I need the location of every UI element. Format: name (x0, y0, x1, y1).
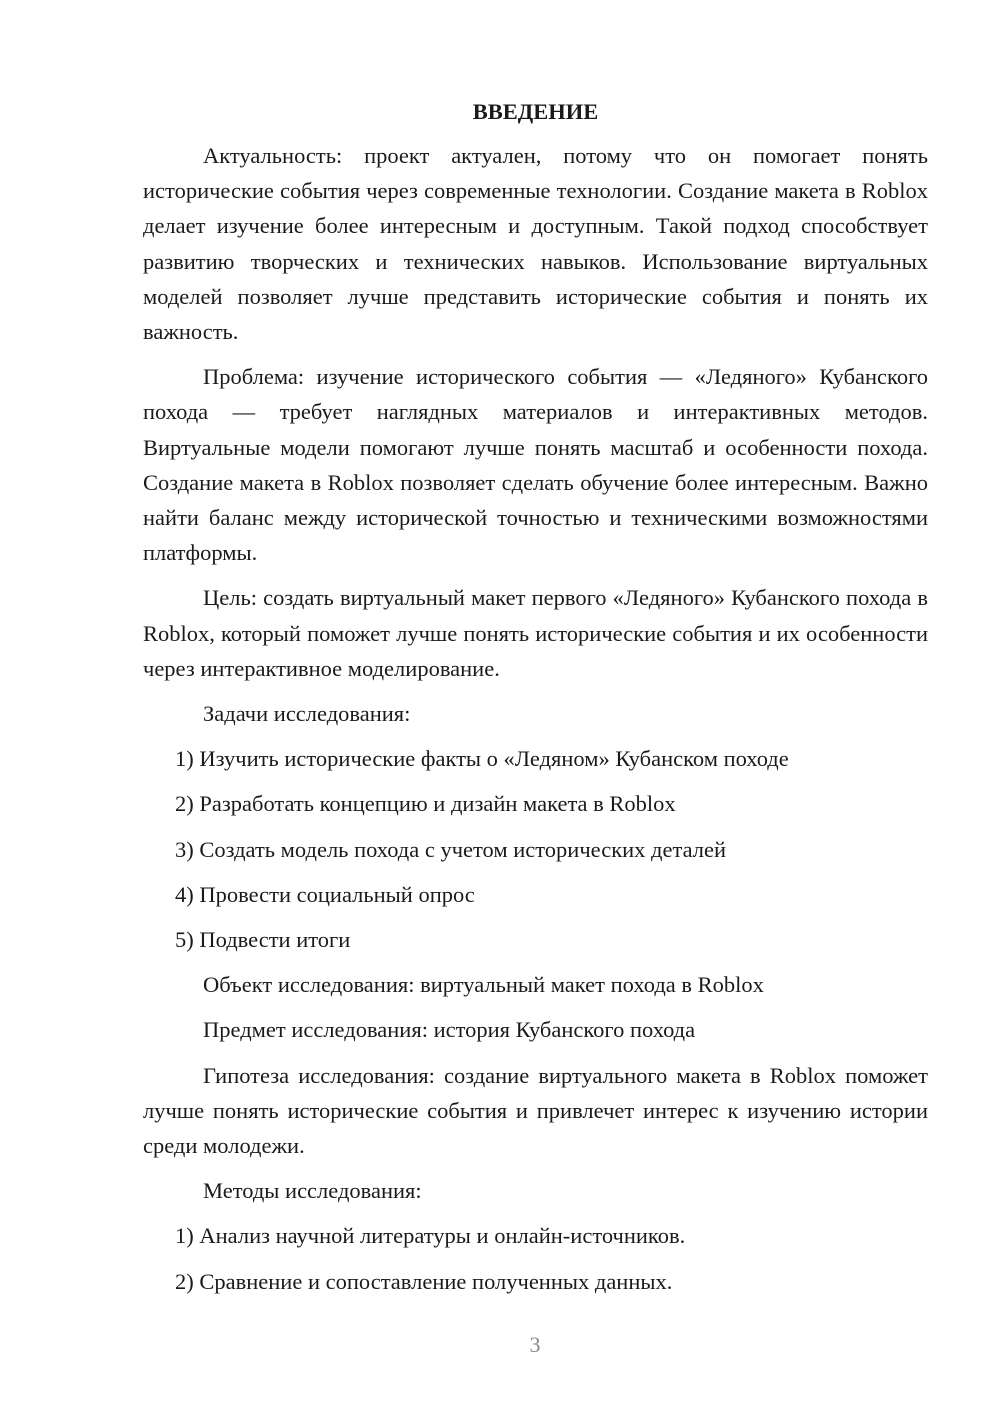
page-content (143, 96, 928, 1309)
research-object: Объект исследования: виртуальный макет похода в Roblox (203, 972, 764, 998)
method-item-1: 1) Анализ научной литературы и онлайн-источников. (175, 1223, 686, 1249)
problem-paragraph: Проблема: изучение исторического события — «Ледяного» Кубанского похода — требует наглядных материалов и интерактивных методов. Виртуальные модели помогают лучше понять масштаб и особенности похода. Создание макета в Roblox позволяет сделать обучение более интересным. Важно найти баланс между исторической точностью и техническими возможностями платформы. (143, 364, 928, 566)
task-item-2: 2) Разработать концепцию и дизайн макета в Roblox (175, 791, 676, 817)
tasks-title: Задачи исследования: (203, 701, 411, 727)
relevance-paragraph: Актуальность: проект актуален, потому что он помогает понять исторические события через современные технологии. Создание макета в Roblox делает изучение более интересным и доступным. Такой подход способствует развитию творческих и технических навыков. Использование виртуальных моделей позволяет лучше представить исторические события и понять их важность. (143, 143, 928, 345)
hypothesis-paragraph: Гипотеза исследования: создание виртуального макета в Roblox поможет лучше понять исторические события и привлечет интерес к изучению истории среди молодежи. (143, 1062, 928, 1159)
method-item-2: 2) Сравнение и сопоставление полученных данных. (175, 1268, 673, 1294)
page-number: 3 (529, 1332, 541, 1357)
task-item-1: 1) Изучить исторические факты о «Ледяном» Кубанском походе (175, 746, 789, 772)
goal-paragraph: Цель: создать виртуальный макет первого «Ледяного» Кубанского похода в Roblox, который поможет лучше понять исторические события и их особенности через интерактивное моделирование. (143, 585, 928, 681)
task-item-4: 4) Провести социальный опрос (175, 881, 475, 907)
task-item-3: 3) Создать модель похода с учетом исторических деталей (175, 836, 727, 862)
research-subject: Предмет исследования: история Кубанского похода (203, 1017, 696, 1043)
task-item-5: 5) Подвести итоги (175, 927, 351, 953)
methods-title: Методы исследования: (203, 1178, 422, 1204)
section-heading: ВВЕДЕНИЕ (472, 99, 599, 124)
